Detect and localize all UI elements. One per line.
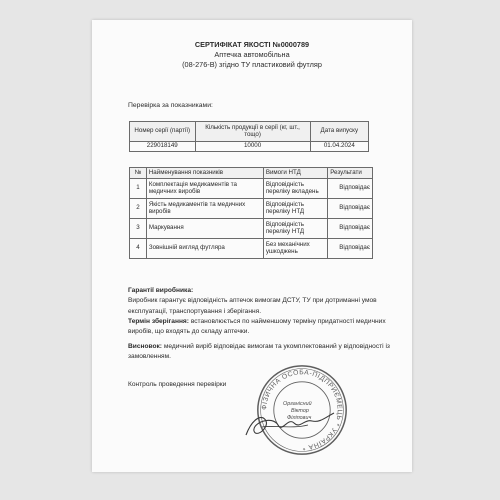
- storage-text: встановлюється по найменшому терміну придатності медичних виробів, що входять до складу аптечки.: [128, 318, 386, 336]
- batch-table-row: [130, 142, 369, 152]
- indicators-table: [129, 167, 373, 259]
- table-row: [130, 179, 373, 199]
- indicators-header-requirements: Вимоги НТД: [263, 168, 327, 179]
- table-row: [130, 199, 373, 219]
- guarantees-section: [128, 286, 398, 317]
- stamp-name-line-1: Органісний: [283, 401, 312, 407]
- row-indicator: Комплектація медикаментів та медичних виробів: [146, 179, 263, 199]
- batch-series-value: 229018149: [130, 142, 196, 152]
- row-result: Відповідає: [328, 179, 373, 199]
- batch-table-header: [130, 122, 369, 142]
- batch-quantity-value: 10000: [195, 142, 310, 152]
- row-result: Відповідає: [328, 239, 373, 259]
- row-requirement: Відповідність переліку вкладень: [263, 179, 327, 199]
- row-result: Відповідає: [328, 199, 373, 219]
- batch-header-date: Дата випуску: [310, 122, 368, 142]
- signature: [242, 405, 337, 445]
- row-number: 3: [130, 219, 147, 239]
- row-requirement: Відповідність переліку НТД: [263, 219, 327, 239]
- conclusion-text: медичний виріб відповідає вимогам та укомплектований у відповідності із замовленням.: [128, 343, 390, 361]
- row-number: 4: [130, 239, 147, 259]
- row-indicator: Зовнішній вигляд футляра: [146, 239, 263, 259]
- row-number: 1: [130, 179, 147, 199]
- table-row: [130, 239, 373, 259]
- batch-header-series: Номер серії (партії): [130, 122, 196, 142]
- indicators-header-results: Результати: [328, 168, 373, 179]
- product-name: Аптечка автомобільна: [214, 50, 290, 59]
- certificate-sheet: [92, 20, 412, 472]
- inspection-control-label: Контроль проведення перевірки: [128, 381, 227, 388]
- indicators-header-number: №: [130, 168, 147, 179]
- batch-header-quantity: Кількість продукції в серії (кг, шт., тощо): [195, 122, 310, 142]
- product-spec: (08-276-В) згідно ТУ пластиковий футляр: [182, 60, 322, 69]
- certificate-title: СЕРТИФІКАТ ЯКОСТІ №0000789: [194, 40, 310, 49]
- storage-section: [128, 317, 398, 338]
- conclusion-label: Висновок:: [128, 343, 162, 350]
- stamp-name-line-3: Філіпович: [287, 415, 312, 421]
- guarantees-label: Гарантії виробника:: [128, 287, 194, 294]
- stamp-name-line-2: Віктор: [291, 408, 309, 414]
- conclusion-section: [128, 342, 398, 363]
- indicators-table-header: [130, 168, 373, 179]
- indicators-header-name: Найменування показників: [146, 168, 263, 179]
- row-result: Відповідає: [328, 219, 373, 239]
- row-requirement: Без механічних ушкоджень: [263, 239, 327, 259]
- stamp-ring-text: ФІЗИЧНА ОСОБА-ПІДПРИЄМЕЦЬ * УКРАЇНА *: [261, 369, 343, 451]
- batch-date-value: 01.04.2024: [310, 142, 368, 152]
- row-requirement: Відповідність переліку НТД: [263, 199, 327, 219]
- check-intro: Перевірка за показниками:: [128, 102, 213, 109]
- storage-label: Термін зберігання:: [128, 318, 189, 325]
- batch-table: [129, 121, 369, 152]
- table-row: [130, 219, 373, 239]
- row-indicator: Якість медикаментів та медичних виробів: [146, 199, 263, 219]
- guarantees-text: Виробник гарантує відповідність аптечок вимогам ДСТУ, ТУ при дотриманні умов експлуатації, транспортування і зберігання.: [128, 297, 377, 315]
- row-number: 2: [130, 199, 147, 219]
- row-indicator: Маркування: [146, 219, 263, 239]
